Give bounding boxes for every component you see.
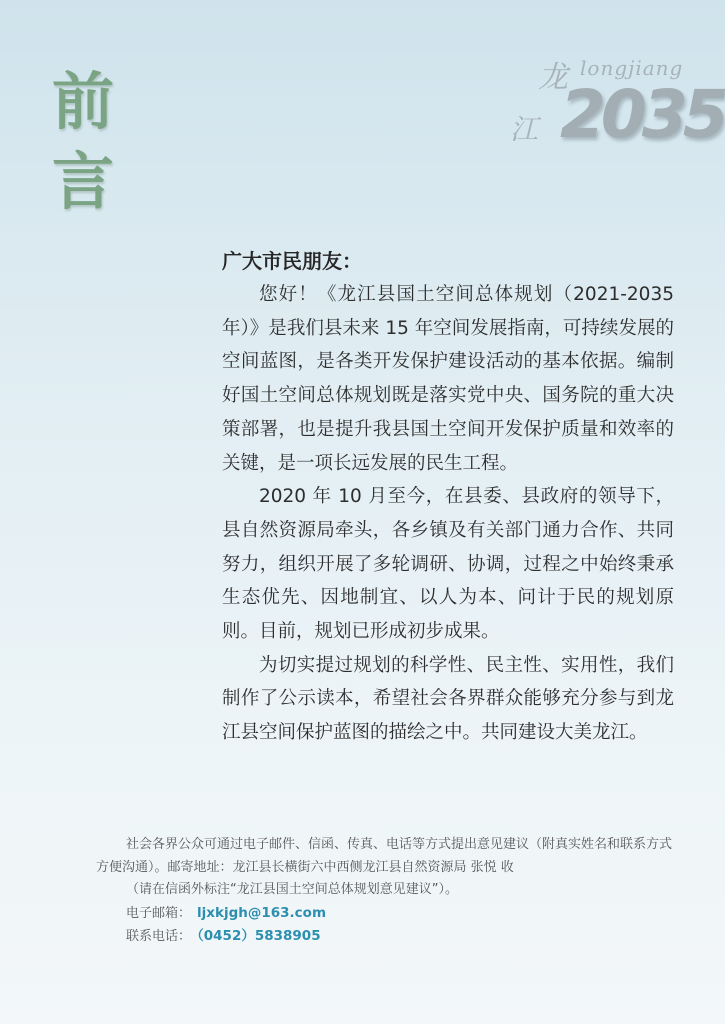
letter-paragraph-1: 您好！《龙江县国土空间总体规划（2021-2035年）》是我们县未来 15 年空间发展指南，可持续发展的空间蓝图，是各类开发保护建设活动的基本依据。编制好国土空间总体规划既是落实党中央、国务院的重大决策部署，也是提升我县国土空间开发保护质量和效率的关键，是一项长远发展的民生工程。 bbox=[222, 284, 674, 474]
phone-number[interactable]: （0452）5838905 bbox=[197, 928, 321, 944]
logo-chinese-long: 龙 bbox=[538, 60, 568, 95]
longjiang-2035-logo bbox=[508, 50, 724, 170]
preface-letter bbox=[222, 244, 674, 750]
email-link[interactable]: ljxkjgh@163.com bbox=[197, 904, 327, 921]
page-title-char-1: 前 bbox=[52, 65, 115, 138]
logo-pinyin: longjiang bbox=[580, 56, 684, 80]
feedback-notice-note: （请在信函外标注“龙江县国土空间总体规划意见建议”）。 bbox=[126, 882, 458, 897]
feedback-notice: 社会各界公众可通过电子邮件、信函、传真、电话等方式提出意见建议（附真实姓名和联系方式方便沟通）。邮寄地址：龙江县长横街六中西侧龙江县自然资源局 张悦 收 bbox=[96, 837, 673, 875]
letter-paragraph-2: 2020 年 10 月至今，在县委、县政府的领导下，县自然资源局牵头，各乡镇及有关部门通力合作、共同努力，组织开展了多轮调研、协调，过程之中始终秉承生态优先、因地制宜、以人为本、问计于民的规划原则。目前，规划已形成初步成果。 bbox=[222, 486, 674, 643]
letter-paragraph-3: 为切实提过规划的科学性、民主性、实用性，我们制作了公示读本，希望社会各界群众能够充分参与到龙江县空间保护蓝图的描绘之中。共同建设大美龙江。 bbox=[222, 654, 674, 744]
email-row bbox=[126, 902, 676, 926]
page-title-char-2: 言 bbox=[52, 145, 115, 218]
logo-chinese-jiang: 江 bbox=[510, 113, 539, 146]
email-label: 电子邮箱： bbox=[126, 905, 192, 921]
phone-row bbox=[126, 925, 676, 949]
feedback-footer bbox=[96, 834, 676, 949]
phone-label: 联系电话： bbox=[126, 929, 192, 944]
logo-year: 2035 bbox=[560, 76, 724, 153]
letter-greeting: 广大市民朋友： bbox=[222, 249, 362, 273]
page-title bbox=[52, 62, 132, 222]
